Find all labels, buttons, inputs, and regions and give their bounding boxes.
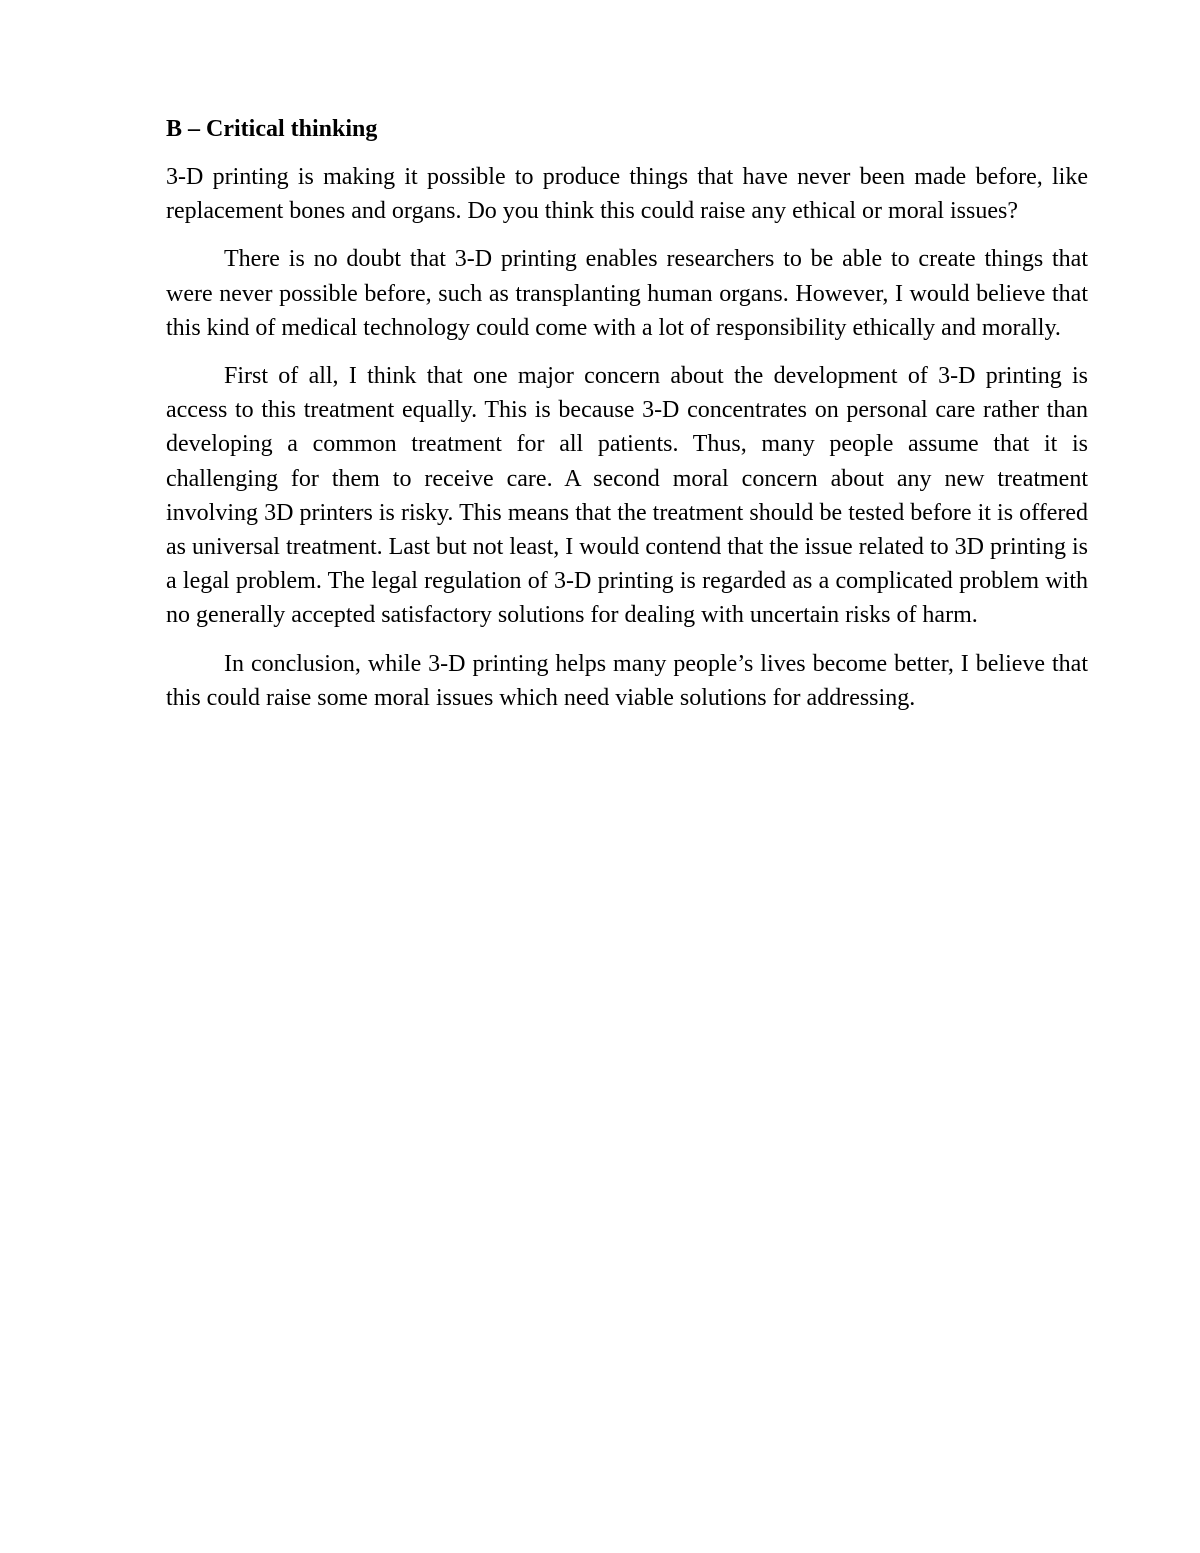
paragraph-body: First of all, I think that one major concern about the development of 3-D printing is access to this treatment equally. This is because 3-D concentrates on personal care rather than developing a common treatment for all patients. Thus, many people assume that it is challenging for them to receive care. A second moral concern about any new treatment involving 3D printers is risky. This means that the treatment should be tested before it is offered as universal treatment. Last but not least, I would contend that the issue related to 3D printing is a legal problem. The legal regulation of 3-D printing is regarded as a complicated problem with no generally accepted satisfactory solutions for dealing with uncertain risks of harm. xyxy=(166,363,1088,629)
question-text: 3-D printing is making it possible to produce things that have never been made before, like replacement bones and organs. Do you think this could raise any ethical or moral issues? xyxy=(166,164,1088,225)
section-heading: B – Critical thinking xyxy=(166,116,378,142)
paragraph-intro: There is no doubt that 3-D printing enables researchers to be able to create things that were never possible before, such as transplanting human organs. However, I would believe that this kind of medical technology could come with a lot of responsibility ethically and morally. xyxy=(166,246,1088,341)
document-body xyxy=(166,112,1088,729)
paragraph-conclusion: In conclusion, while 3-D printing helps many people’s lives become better, I believe that this could raise some moral issues which need viable solutions for addressing. xyxy=(166,650,1088,711)
